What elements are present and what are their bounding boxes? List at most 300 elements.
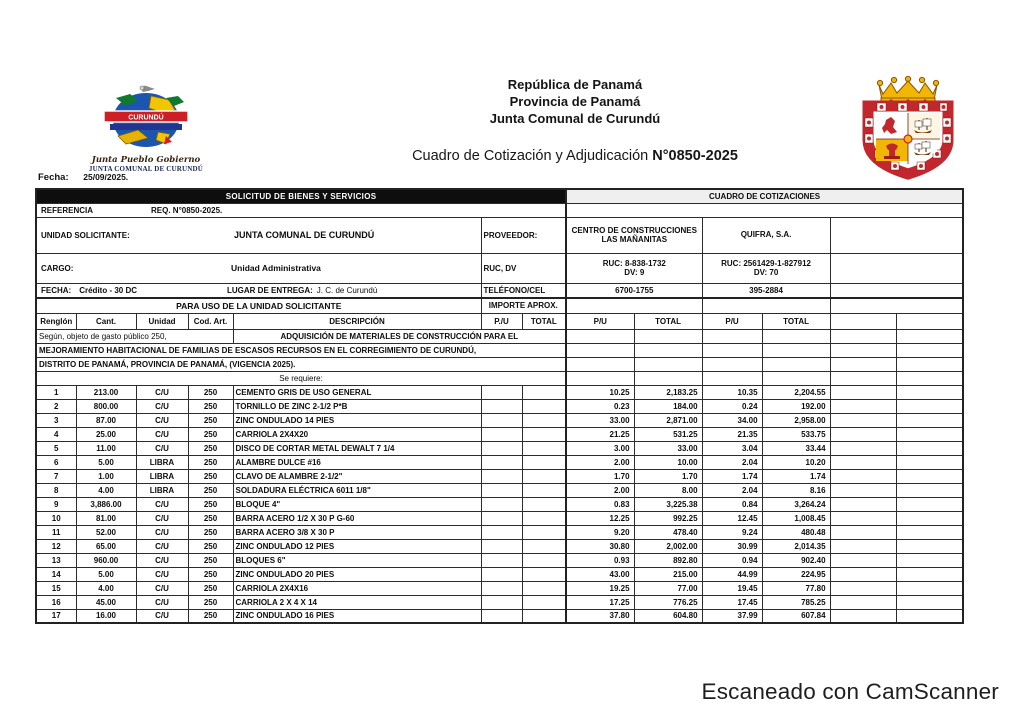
- cell-proveedor3-pu-empty: [830, 385, 896, 399]
- cell-cod-art: 250: [188, 455, 233, 469]
- quote1-spacer: [566, 298, 702, 313]
- cell-descripcion: ZINC ONDULADO 16 PIES: [233, 609, 481, 623]
- empty-cell: [566, 343, 634, 357]
- cell-total-aprox-empty: [522, 483, 566, 497]
- cell-pu-aprox-empty: [481, 553, 522, 567]
- cell-proveedor3-pu-empty: [830, 595, 896, 609]
- cell-total-aprox-empty: [522, 455, 566, 469]
- cell-pu-aprox-empty: [481, 511, 522, 525]
- cell-cod-art: 250: [188, 441, 233, 455]
- se-requiere: Se requiere:: [36, 371, 566, 385]
- fecha-value: 25/09/2025.: [83, 172, 129, 182]
- col-header-cod: Cod. Art.: [188, 313, 233, 329]
- cell-proveedor3-total-empty: [896, 455, 963, 469]
- proveedor1-ruc: RUC: 8-838-1732: [602, 259, 666, 268]
- cell-proveedor2-total: 785.25: [762, 595, 830, 609]
- table-row: [36, 483, 963, 497]
- cell-proveedor1-pu: 3.00: [566, 441, 634, 455]
- cell-renglon: 8: [36, 483, 76, 497]
- cell-proveedor2-total: 33.44: [762, 441, 830, 455]
- cell-cant: 5.00: [76, 567, 136, 581]
- empty-cell: [896, 357, 963, 371]
- cell-renglon: 1: [36, 385, 76, 399]
- cell-renglon: 10: [36, 511, 76, 525]
- cell-unidad: LIBRA: [136, 455, 188, 469]
- col-header-q1-pu: P/U: [566, 313, 634, 329]
- cell-descripcion: DISCO DE CORTAR METAL DEWALT 7 1/4: [233, 441, 481, 455]
- cotizaciones-spacer-row: [566, 203, 963, 217]
- col-header-q3-total-empty: [896, 313, 963, 329]
- cell-proveedor3-total-empty: [896, 385, 963, 399]
- cell-cant: 87.00: [76, 413, 136, 427]
- empty-cell: [762, 357, 830, 371]
- cell-proveedor3-total-empty: [896, 511, 963, 525]
- table-row: [36, 581, 963, 595]
- cell-proveedor2-total: 224.95: [762, 567, 830, 581]
- letterhead-line2: Provincia de Panamá: [509, 94, 641, 109]
- cell-proveedor1-pu: 1.70: [566, 469, 634, 483]
- cell-pu-aprox-empty: [481, 609, 522, 623]
- cell-proveedor1-pu: 12.25: [566, 511, 634, 525]
- cell-proveedor1-total: 2,002.00: [634, 539, 702, 553]
- cell-pu-aprox-empty: [481, 399, 522, 413]
- cell-proveedor3-pu-empty: [830, 469, 896, 483]
- referencia-row: [36, 203, 566, 217]
- table-row: [36, 469, 963, 483]
- cell-pu-aprox-empty: [481, 525, 522, 539]
- cargo-value: Unidad Administrativa: [231, 263, 321, 273]
- empty-cell: [566, 329, 634, 343]
- cell-cant: 5.00: [76, 455, 136, 469]
- empty-cell: [634, 329, 702, 343]
- cell-cod-art: 250: [188, 497, 233, 511]
- cell-proveedor3-pu-empty: [830, 511, 896, 525]
- cell-proveedor2-total: 2,204.55: [762, 385, 830, 399]
- cell-cant: 960.00: [76, 553, 136, 567]
- cell-unidad: C/U: [136, 581, 188, 595]
- table-row: [36, 609, 963, 623]
- table-row: [36, 427, 963, 441]
- cell-proveedor3-pu-empty: [830, 539, 896, 553]
- table-row: [36, 441, 963, 455]
- cell-proveedor3-pu-empty: [830, 567, 896, 581]
- cell-total-aprox-empty: [522, 595, 566, 609]
- cell-proveedor1-pu: 19.25: [566, 581, 634, 595]
- cell-cant: 800.00: [76, 399, 136, 413]
- cell-proveedor1-total: 33.00: [634, 441, 702, 455]
- cell-renglon: 5: [36, 441, 76, 455]
- junta-logo-block: [86, 84, 206, 173]
- quote2-spacer: [702, 298, 830, 313]
- empty-cell: [830, 329, 896, 343]
- table-row: [36, 525, 963, 539]
- cell-unidad: C/U: [136, 399, 188, 413]
- cell-cod-art: 250: [188, 581, 233, 595]
- cell-unidad: C/U: [136, 595, 188, 609]
- document-title: [300, 148, 850, 164]
- cell-proveedor2-pu: 0.24: [702, 399, 762, 413]
- cell-renglon: 12: [36, 539, 76, 553]
- uso-header-cell: PARA USO DE LA UNIDAD SOLICITANTE: [36, 298, 481, 313]
- cell-proveedor2-pu: 2.04: [702, 455, 762, 469]
- cell-descripcion: ZINC ONDULADO 12 PIES: [233, 539, 481, 553]
- table-row: [36, 413, 963, 427]
- cell-proveedor1-total: 992.25: [634, 511, 702, 525]
- cell-proveedor2-total: 607.84: [762, 609, 830, 623]
- cell-cod-art: 250: [188, 511, 233, 525]
- logo-caption-entity: JUNTA COMUNAL DE CURUNDÚ: [88, 165, 204, 173]
- cell-proveedor1-total: 2,871.00: [634, 413, 702, 427]
- cell-proveedor2-pu: 37.99: [702, 609, 762, 623]
- cell-proveedor1-pu: 2.00: [566, 483, 634, 497]
- cell-pu-aprox-empty: [481, 595, 522, 609]
- cell-unidad: C/U: [136, 497, 188, 511]
- cell-descripcion: ALAMBRE DULCE #16: [233, 455, 481, 469]
- cell-unidad: C/U: [136, 511, 188, 525]
- col-header-cant: Cant.: [76, 313, 136, 329]
- col-header-total: TOTAL: [522, 313, 566, 329]
- empty-cell: [702, 371, 762, 385]
- proveedor3-telefono-empty: [830, 283, 963, 298]
- empty-cell: [896, 343, 963, 357]
- cell-cant: 45.00: [76, 595, 136, 609]
- cell-total-aprox-empty: [522, 441, 566, 455]
- cell-proveedor2-pu: 19.45: [702, 581, 762, 595]
- cell-proveedor2-total: 8.16: [762, 483, 830, 497]
- cell-total-aprox-empty: [522, 427, 566, 441]
- empty-cell: [896, 329, 963, 343]
- cell-proveedor1-pu: 43.00: [566, 567, 634, 581]
- cell-cant: 52.00: [76, 525, 136, 539]
- cell-total-aprox-empty: [522, 539, 566, 553]
- cell-proveedor2-total: 192.00: [762, 399, 830, 413]
- cell-proveedor1-pu: 30.80: [566, 539, 634, 553]
- cell-unidad: LIBRA: [136, 469, 188, 483]
- table-row: [36, 553, 963, 567]
- cell-total-aprox-empty: [522, 511, 566, 525]
- cell-proveedor1-pu: 37.80: [566, 609, 634, 623]
- cell-proveedor1-pu: 9.20: [566, 525, 634, 539]
- cell-total-aprox-empty: [522, 609, 566, 623]
- empty-cell: [762, 343, 830, 357]
- cell-proveedor1-pu: 0.93: [566, 553, 634, 567]
- cell-proveedor2-pu: 0.84: [702, 497, 762, 511]
- camscanner-watermark: Escaneado con CamScanner: [701, 679, 999, 704]
- empty-cell: [702, 357, 762, 371]
- cell-proveedor2-pu: 30.99: [702, 539, 762, 553]
- col-header-descripcion: DESCRIPCIÓN: [233, 313, 481, 329]
- cell-proveedor3-pu-empty: [830, 455, 896, 469]
- items-body: [36, 385, 963, 623]
- cell-proveedor3-total-empty: [896, 525, 963, 539]
- cell-pu-aprox-empty: [481, 441, 522, 455]
- cell-pu-aprox-empty: [481, 483, 522, 497]
- cell-proveedor3-total-empty: [896, 609, 963, 623]
- cotizaciones-title-bar: CUADRO DE COTIZACIONES: [566, 189, 963, 203]
- cell-pu-aprox-empty: [481, 427, 522, 441]
- col-header-q3-pu-empty: [830, 313, 896, 329]
- document-number: N°0850-2025: [652, 148, 738, 164]
- cell-proveedor2-total: 3,264.24: [762, 497, 830, 511]
- letterhead: [350, 76, 800, 127]
- table-row: [36, 567, 963, 581]
- cell-proveedor2-total: 2,014.35: [762, 539, 830, 553]
- cell-cod-art: 250: [188, 427, 233, 441]
- cell-descripcion: SOLDADURA ELÉCTRICA 6011 1/8": [233, 483, 481, 497]
- cell-proveedor1-total: 1.70: [634, 469, 702, 483]
- cell-descripcion: TORNILLO DE ZINC 2-1/2 P*B: [233, 399, 481, 413]
- cell-proveedor2-total: 533.75: [762, 427, 830, 441]
- cell-renglon: 15: [36, 581, 76, 595]
- quote3-spacer: [830, 298, 963, 313]
- cell-proveedor3-total-empty: [896, 553, 963, 567]
- cell-pu-aprox-empty: [481, 385, 522, 399]
- objeto-prefix: Según, objeto de gasto público 250,: [36, 329, 233, 343]
- table-row: [36, 455, 963, 469]
- letterhead-line1: República de Panamá: [507, 77, 643, 92]
- cell-total-aprox-empty: [522, 567, 566, 581]
- unidad-solicitante-value: JUNTA COMUNAL DE CURUNDÚ: [233, 230, 375, 240]
- cell-proveedor1-total: 892.80: [634, 553, 702, 567]
- cell-proveedor2-pu: 2.04: [702, 483, 762, 497]
- cell-proveedor2-pu: 12.45: [702, 511, 762, 525]
- cell-total-aprox-empty: [522, 413, 566, 427]
- cell-cant: 3,886.00: [76, 497, 136, 511]
- cell-proveedor3-pu-empty: [830, 525, 896, 539]
- cell-proveedor2-total: 480.48: [762, 525, 830, 539]
- cell-proveedor3-total-empty: [896, 469, 963, 483]
- cell-descripcion: BARRA ACERO 3/8 X 30 P: [233, 525, 481, 539]
- empty-cell: [762, 329, 830, 343]
- empty-cell: [702, 329, 762, 343]
- proveedor1-dv: DV: 9: [624, 268, 645, 277]
- cell-proveedor3-total-empty: [896, 497, 963, 511]
- cell-proveedor3-pu-empty: [830, 399, 896, 413]
- cell-cod-art: 250: [188, 385, 233, 399]
- cell-proveedor1-total: 604.80: [634, 609, 702, 623]
- empty-cell: [762, 371, 830, 385]
- cell-renglon: 7: [36, 469, 76, 483]
- cell-proveedor3-total-empty: [896, 581, 963, 595]
- cell-pu-aprox-empty: [481, 497, 522, 511]
- col-header-renglon: Renglón: [36, 313, 76, 329]
- col-header-pu: P./U: [481, 313, 522, 329]
- cell-pu-aprox-empty: [481, 413, 522, 427]
- solicitud-title-bar: SOLICITUD DE BIENES Y SERVICIOS: [36, 189, 566, 203]
- cell-descripcion: CARRIOLA 2 X 4 X 14: [233, 595, 481, 609]
- cell-proveedor3-pu-empty: [830, 413, 896, 427]
- proveedor1-nombre: CENTRO DE CONSTRUCCIONES LAS MAÑANITAS: [566, 217, 702, 253]
- cell-proveedor1-total: 8.00: [634, 483, 702, 497]
- proveedor3-nombre-empty: [830, 217, 963, 253]
- fecha-line: [38, 172, 128, 183]
- cell-cod-art: 250: [188, 469, 233, 483]
- cell-proveedor3-pu-empty: [830, 609, 896, 623]
- cell-renglon: 16: [36, 595, 76, 609]
- empty-cell: [566, 357, 634, 371]
- cell-proveedor1-pu: 21.25: [566, 427, 634, 441]
- cell-proveedor3-pu-empty: [830, 441, 896, 455]
- cell-proveedor1-total: 3,225.38: [634, 497, 702, 511]
- cell-proveedor3-total-empty: [896, 413, 963, 427]
- cell-proveedor2-pu: 10.35: [702, 385, 762, 399]
- cell-renglon: 3: [36, 413, 76, 427]
- telefono-label-cell: TELÉFONO/CEL: [481, 283, 566, 298]
- col-header-q1-total: TOTAL: [634, 313, 702, 329]
- entrega-label: LUGAR DE ENTREGA:: [227, 285, 313, 295]
- quotation-table: [35, 188, 964, 624]
- proveedor-label-cell: PROVEEDOR:: [481, 217, 566, 253]
- document-title-text: Cuadro de Cotización y Adjudicación: [412, 148, 649, 164]
- empty-cell: [830, 357, 896, 371]
- cell-proveedor1-pu: 0.23: [566, 399, 634, 413]
- proveedor2-ruc-cell: [702, 253, 830, 283]
- cell-proveedor1-total: 776.25: [634, 595, 702, 609]
- svg-text:CURUNDÚ: CURUNDÚ: [128, 114, 164, 122]
- cell-proveedor2-pu: 9.24: [702, 525, 762, 539]
- logo-caption-script: Junta Pueblo Gobierno: [91, 155, 201, 165]
- cell-cant: 11.00: [76, 441, 136, 455]
- table-row: [36, 595, 963, 609]
- cell-unidad: C/U: [136, 567, 188, 581]
- cell-cod-art: 250: [188, 483, 233, 497]
- cell-renglon: 4: [36, 427, 76, 441]
- cell-descripcion: CLAVO DE ALAMBRE 2-1/2": [233, 469, 481, 483]
- cell-proveedor2-pu: 17.45: [702, 595, 762, 609]
- importe-header-cell: IMPORTE APROX.: [481, 298, 566, 313]
- referencia-label: REFERENCIA: [41, 205, 94, 215]
- cell-renglon: 9: [36, 497, 76, 511]
- col-header-q2-total: TOTAL: [762, 313, 830, 329]
- cell-descripcion: ZINC ONDULADO 14 PIES: [233, 413, 481, 427]
- table-row: [36, 497, 963, 511]
- cell-proveedor2-total: 1,008.45: [762, 511, 830, 525]
- cell-cant: 4.00: [76, 581, 136, 595]
- cell-descripcion: ZINC ONDULADO 20 PIES: [233, 567, 481, 581]
- cell-unidad: C/U: [136, 413, 188, 427]
- cell-cant: 4.00: [76, 483, 136, 497]
- letterhead-line3: Junta Comunal de Curundú: [489, 111, 661, 126]
- cell-renglon: 13: [36, 553, 76, 567]
- cell-unidad: C/U: [136, 609, 188, 623]
- cell-cod-art: 250: [188, 609, 233, 623]
- cell-proveedor3-pu-empty: [830, 581, 896, 595]
- cell-cod-art: 250: [188, 413, 233, 427]
- quotation-table-wrap: [35, 188, 964, 624]
- cell-proveedor1-pu: 17.25: [566, 595, 634, 609]
- cell-proveedor1-total: 184.00: [634, 399, 702, 413]
- col-header-q2-pu: P/U: [702, 313, 762, 329]
- cell-descripcion: CARRIOLA 2X4X20: [233, 427, 481, 441]
- empty-cell: [566, 371, 634, 385]
- cell-pu-aprox-empty: [481, 581, 522, 595]
- cell-proveedor2-total: 2,958.00: [762, 413, 830, 427]
- cell-proveedor3-total-empty: [896, 399, 963, 413]
- cell-proveedor2-total: 902.40: [762, 553, 830, 567]
- cell-total-aprox-empty: [522, 497, 566, 511]
- cell-renglon: 6: [36, 455, 76, 469]
- cell-total-aprox-empty: [522, 553, 566, 567]
- proveedor2-nombre: QUIFRA, S.A.: [702, 217, 830, 253]
- cell-cant: 81.00: [76, 511, 136, 525]
- cell-cod-art: 250: [188, 525, 233, 539]
- proveedor3-ruc-empty: [830, 253, 963, 283]
- unidad-solicitante-row: [36, 217, 481, 253]
- cell-proveedor3-total-empty: [896, 427, 963, 441]
- empty-cell: [702, 343, 762, 357]
- empty-cell: [634, 371, 702, 385]
- cell-cod-art: 250: [188, 553, 233, 567]
- table-row: [36, 385, 963, 399]
- cell-cant: 65.00: [76, 539, 136, 553]
- cell-descripcion: BLOQUES 6": [233, 553, 481, 567]
- objeto-line3: DISTRITO DE PANAMÁ, PROVINCIA DE PANAMÁ, (VIGENCIA 2025).: [36, 357, 566, 371]
- cell-proveedor1-pu: 2.00: [566, 455, 634, 469]
- cell-proveedor2-pu: 1.74: [702, 469, 762, 483]
- cell-proveedor3-pu-empty: [830, 427, 896, 441]
- cell-cant: 213.00: [76, 385, 136, 399]
- cell-unidad: C/U: [136, 539, 188, 553]
- cell-proveedor2-pu: 34.00: [702, 413, 762, 427]
- table-row: [36, 539, 963, 553]
- table-row: [36, 511, 963, 525]
- cell-proveedor3-total-empty: [896, 539, 963, 553]
- cell-proveedor2-pu: 21.35: [702, 427, 762, 441]
- cell-proveedor2-total: 77.80: [762, 581, 830, 595]
- cell-renglon: 2: [36, 399, 76, 413]
- proveedor2-dv: DV: 70: [753, 268, 779, 277]
- cell-renglon: 11: [36, 525, 76, 539]
- col-header-unidad: Unidad: [136, 313, 188, 329]
- cell-unidad: LIBRA: [136, 483, 188, 497]
- cell-cant: 16.00: [76, 609, 136, 623]
- ruc-label-cell: RUC, DV: [481, 253, 566, 283]
- cell-unidad: C/U: [136, 427, 188, 441]
- empty-cell: [896, 371, 963, 385]
- cell-unidad: C/U: [136, 525, 188, 539]
- cell-proveedor2-total: 1.74: [762, 469, 830, 483]
- cell-descripcion: CEMENTO GRIS DE USO GENERAL: [233, 385, 481, 399]
- cell-cod-art: 250: [188, 539, 233, 553]
- empty-cell: [634, 357, 702, 371]
- cargo-label: CARGO:: [41, 263, 74, 273]
- condicion-fecha-label: FECHA:: [41, 285, 72, 295]
- cell-descripcion: BLOQUE 4": [233, 497, 481, 511]
- entrega-value: J. C. de Curundú: [316, 285, 378, 295]
- table-row: [36, 399, 963, 413]
- cell-cod-art: 250: [188, 567, 233, 581]
- cell-proveedor1-pu: 33.00: [566, 413, 634, 427]
- cell-proveedor1-pu: 0.83: [566, 497, 634, 511]
- cell-unidad: C/U: [136, 385, 188, 399]
- referencia-value: REQ. N°0850-2025.: [151, 205, 223, 215]
- cargo-row: [36, 253, 481, 283]
- cell-pu-aprox-empty: [481, 469, 522, 483]
- empty-cell: [830, 371, 896, 385]
- proveedor1-telefono: 6700-1755: [566, 283, 702, 298]
- proveedor1-ruc-cell: [566, 253, 702, 283]
- cell-proveedor3-pu-empty: [830, 553, 896, 567]
- cell-proveedor3-total-empty: [896, 483, 963, 497]
- cell-proveedor2-total: 10.20: [762, 455, 830, 469]
- cell-unidad: C/U: [136, 441, 188, 455]
- cell-renglon: 14: [36, 567, 76, 581]
- cell-pu-aprox-empty: [481, 455, 522, 469]
- entrega-row: [36, 283, 481, 298]
- unidad-solicitante-label: UNIDAD SOLICITANTE:: [41, 230, 130, 240]
- cell-renglon: 17: [36, 609, 76, 623]
- cell-total-aprox-empty: [522, 525, 566, 539]
